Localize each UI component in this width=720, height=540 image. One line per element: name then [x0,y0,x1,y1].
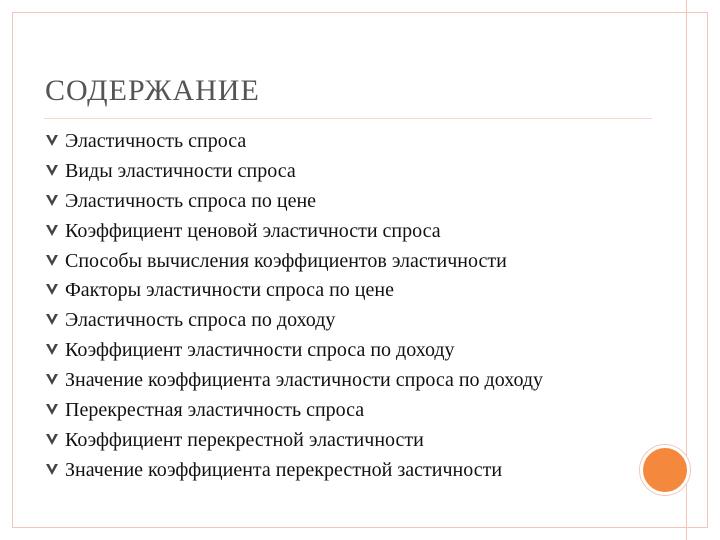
checkmark-v-icon [45,133,59,147]
list-item [45,339,645,361]
slide-title: СОДЕРЖАНИЕ [45,74,260,107]
list-item [45,429,645,451]
title-underline [44,118,652,119]
checkmark-v-icon [45,432,59,446]
checkmark-v-icon [45,462,59,476]
list-item [45,160,645,182]
list-item [45,220,645,242]
list-item [45,130,645,152]
checkmark-v-icon [45,312,59,326]
list-item [45,459,645,481]
list-item-text: Способы вычисления коэффициентов эластичности [65,249,507,272]
list-item [45,399,645,421]
list-item [45,279,645,301]
list-item-text: Коэффициент перекрестной эластичности [65,428,424,451]
list-item-text: Эластичность спроса по доходу [65,309,336,332]
list-item [45,369,645,391]
list-item [45,190,645,212]
list-item-text: Факторы эластичности спроса по цене [65,279,394,302]
contents-list [45,130,645,489]
checkmark-v-icon [45,193,59,207]
checkmark-v-icon [45,282,59,296]
checkmark-v-icon [45,342,59,356]
list-item [45,250,645,272]
list-item-text: Коэффициент эластичности спроса по доходу [65,339,455,362]
checkmark-v-icon [45,163,59,177]
list-item-text: Эластичность спроса по цене [65,189,317,212]
checkmark-v-icon [45,223,59,237]
list-item-text: Коэффициент ценовой эластичности спроса [65,219,441,242]
checkmark-v-icon [45,402,59,416]
checkmark-v-icon [45,372,59,386]
list-item-text: Значение коэффициента эластичности спроса по доходу [65,369,544,392]
list-item-text: Виды эластичности спроса [65,159,296,182]
decorative-orange-circle [640,445,690,495]
list-item [45,309,645,331]
list-item-text: Значение коэффициента перекрестной застичности [65,458,503,481]
list-item-text: Перекрестная эластичность спроса [65,399,365,422]
list-item-text: Эластичность спроса [65,130,247,152]
checkmark-v-icon [45,253,59,267]
